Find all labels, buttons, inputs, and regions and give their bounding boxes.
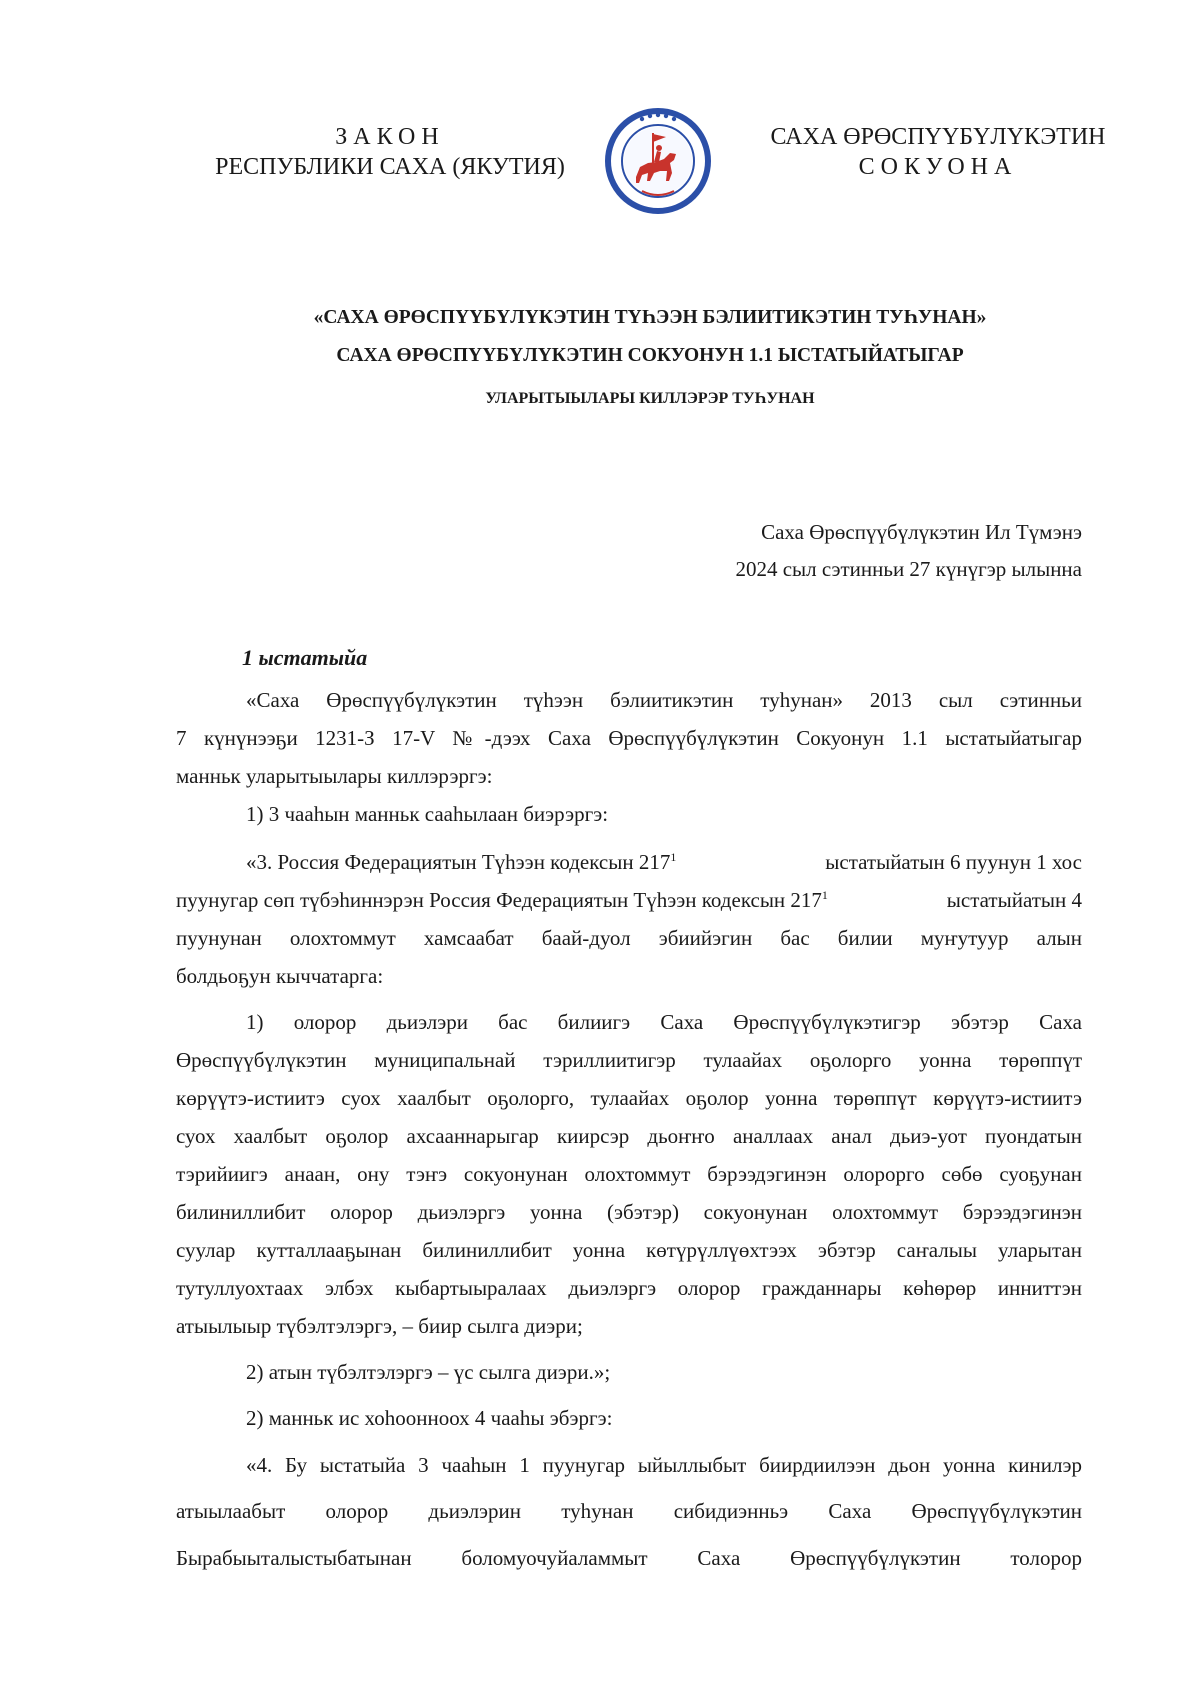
header-right-line2: СОКУОНА	[858, 154, 1018, 180]
title-line1: «САХА ӨРӨСПҮҮБҮЛҮКЭТИН ТҮҺЭЭН БЭЛИИТИКЭТИН ТУҺУНАН»	[313, 307, 987, 328]
article-line: 1) 3 чааһын манньк сааһылаан биэрэргэ:	[246, 802, 609, 826]
article-line: Өрөспүүбүлүкэтин муниципальнай тэриллиитигэр тулаайах оҕолорго уонна төрөппүт	[176, 1048, 1082, 1072]
header-left-line2: РЕСПУБЛИКИ САХА (ЯКУТИЯ)	[215, 154, 565, 180]
article-line: «Саха Өрөспүүбүлүкэтин түһээн бэлиитикэтин туһунан» 2013 сыл сэтинньи	[246, 688, 1082, 712]
title-line3: УЛАРЫТЫЫЛАРЫ КИЛЛЭРЭР ТУҺУНАН	[485, 390, 815, 407]
article-heading: 1 ыстатыйа	[242, 645, 368, 670]
article-line-part: ыстатыйатын 4	[946, 888, 1082, 912]
article-line: тутуллуохтаах элбэх кыбартыыралаах дьиэлэргэ олорор гражданнары көһөрөр инниттэн	[176, 1276, 1082, 1300]
article-line: болдьоҕун кыччатарга:	[176, 964, 384, 988]
article-line: көрүүтэ-истиитэ суох хаалбыт оҕолорго, тулаайах оҕолор уонна төрөппүт көрүүтэ-истиитэ	[176, 1086, 1082, 1110]
title-line2: САХА ӨРӨСПҮҮБҮЛҮКЭТИН СОКУОНУН 1.1 ЫСТАТЫЙАТЫГАР	[336, 345, 964, 366]
article-line: манньк уларытыылары киллэрэргэ:	[176, 764, 493, 788]
article-line: атыылыыр түбэлтэлэргэ, – биир сылга диэри;	[176, 1314, 583, 1338]
article-line: Бырабыыталыстыбатынан боломуочуйаламмыт Саха Өрөспүүбүлүкэтин толорор	[176, 1546, 1082, 1570]
adoption-body: Саха Өрөспүүбүлүкэтин Ил Түмэнэ	[761, 520, 1082, 544]
article-line: суулар кутталлааҕынан билиниллибит уонна көтүрүллүөхтээх эбэтэр саҥалыы уларытан	[176, 1238, 1082, 1262]
article-line-text: «3. Россия Федерациятын Түһээн кодексын 217	[246, 850, 671, 874]
header-left-line1: ЗАКОН	[335, 124, 445, 150]
header-left	[200, 122, 580, 182]
article-line-text: пуунугар сөп түбэһиннэрэн Россия Федерациятын Түһээн кодексын 217	[176, 888, 822, 912]
article-line-part	[246, 848, 676, 876]
article-line: «4. Бу ыстатыйа 3 чааһын 1 пуунугар ыйыллыбыт биирдиилээн дьон уонна кинилэр	[246, 1453, 1082, 1477]
article-line: билиниллибит олорор дьиэлэргэ уонна (эбэтэр) сокуонунан олохтоммут бэрээдэгинэн	[176, 1200, 1082, 1224]
superscript: 1	[821, 888, 828, 902]
article-line: суох хаалбыт оҕолор ахсааннарыгар киирсэр дьоҥҥо аналлаах анал дьиэ-уот пуондатын	[176, 1124, 1082, 1148]
article-line-part: ыстатыйатын 6 пуунун 1 хос	[825, 850, 1082, 874]
header-right-line1: САХА ӨРӨСПҮҮБҮЛҮКЭТИН	[770, 124, 1106, 150]
article-line: тэрийиигэ анаан, ону тэҥэ сокуонунан олохтоммут бэрээдэгинэн олорорго сөбө суоҕунан	[176, 1162, 1082, 1186]
article-line: атыылаабыт олорор дьиэлэрин туһунан сибидиэнньэ Саха Өрөспүүбүлүкэтин	[176, 1499, 1082, 1523]
article-line	[176, 886, 1082, 914]
adoption-date: 2024 сыл сэтинньи 27 күнүгэр ылынна	[735, 557, 1082, 581]
article-line: 2) атын түбэлтэлэргэ – үс сылга диэри.»;	[246, 1360, 611, 1384]
article-line-part	[176, 886, 828, 914]
coat-of-arms-icon	[604, 107, 712, 215]
superscript: 1	[670, 850, 677, 864]
article-line: 2) манньк ис хоһоонноох 4 чааһы эбэргэ:	[246, 1406, 613, 1430]
article-line: пуунунан олохтоммут хамсаабат баай-дуол эбиийэгин бас билии муҥутуур алын	[176, 926, 1082, 950]
article-line	[246, 848, 1082, 876]
header-right	[748, 122, 1128, 182]
article-line: 7 күнүнээҕи 1231-З 17-V №-дээх Саха Өрөспүүбүлүкэтин Сокуонун 1.1 ыстатыйатыгар	[176, 726, 1082, 750]
article-line: 1) олорор дьиэлэри бас билиигэ Саха Өрөспүүбүлүкэтигэр эбэтэр Саха	[246, 1010, 1082, 1034]
